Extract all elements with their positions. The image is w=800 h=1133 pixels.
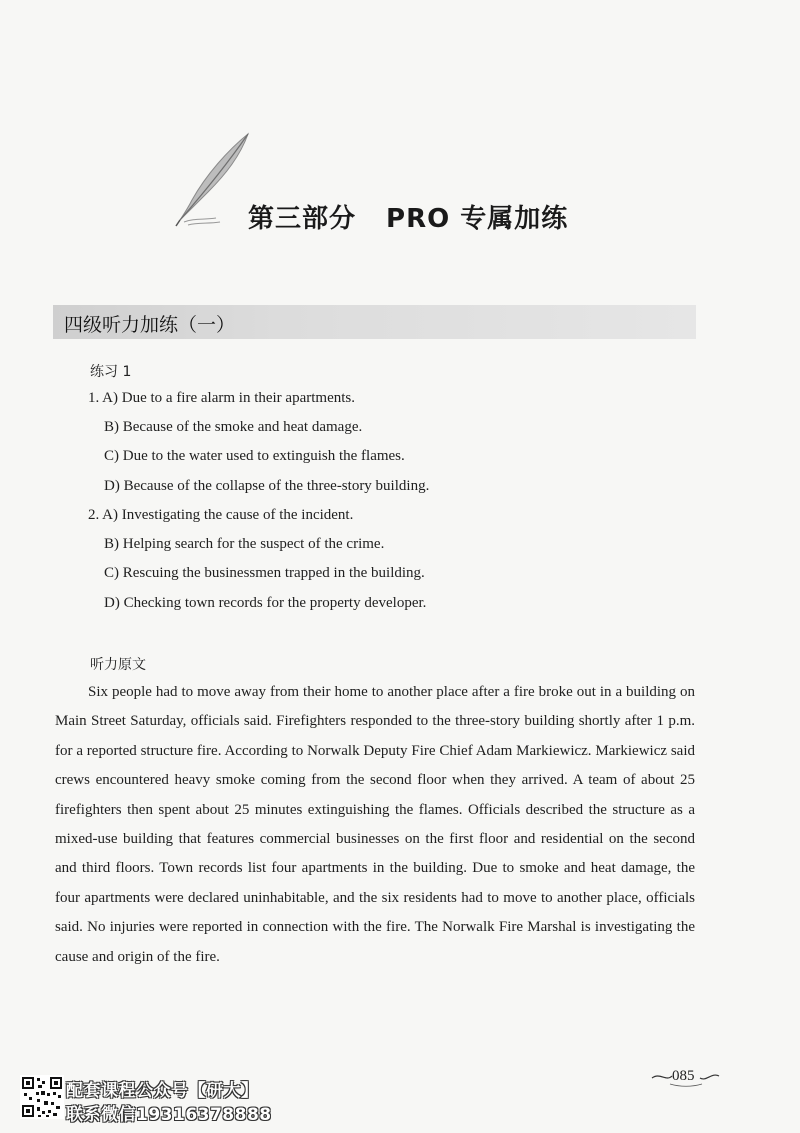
question-1-option-a: 1. A) Due to a fire alarm in their apartments. xyxy=(88,390,355,406)
question-2-option-d: D) Checking town records for the property developer. xyxy=(104,595,427,611)
question-1-option-c: C) Due to the water used to extinguish the flames. xyxy=(104,448,405,464)
transcript-label: 听力原文 xyxy=(90,657,146,673)
transcript-text: Six people had to move away from their home to another place after a fire broke out in a building on Main Street Saturday, officials said. Firefighters responded to the three-story building shortly after 1 p.m. for a reported structure fire. According to Norwalk Deputy Fire Chief Adam Markiewicz. Markiewicz said crews encountered heavy smoke coming from the second floor when they arrived. A team of about 25 firefighters then spent about 25 minutes extinguishing the flames. Officials described the structure as a mixed-use building that features commercial businesses on the first floor and residential on the second and third floors. Town records list four apartments in the building. Due to smoke and heat damage, the four apartments were declared uninhabitable, and the six residents had to move to another place, officials said. No injuries were reported in connection with the fire. The Norwalk Fire Marshal is investigating the cause and origin of the fire. xyxy=(55,684,695,965)
section-header-bar xyxy=(53,305,696,339)
feather-quill-icon xyxy=(168,130,258,230)
question-1-option-d: D) Because of the collapse of the three-story building. xyxy=(104,478,430,494)
page-number: 085 xyxy=(672,1068,695,1084)
section-title: 四级听力加练（一） xyxy=(64,314,236,336)
question-2-option-a: 2. A) Investigating the cause of the incident. xyxy=(88,507,354,523)
exercise-label: 练习 1 xyxy=(90,364,132,380)
part-subtitle: PRO 专属加练 xyxy=(386,204,569,234)
question-2-option-c: C) Rescuing the businessmen trapped in the building. xyxy=(104,565,425,581)
page-number-badge xyxy=(650,1066,720,1088)
question-2-option-b: B) Helping search for the suspect of the crime. xyxy=(104,536,385,552)
transcript-passage xyxy=(55,678,695,972)
part-number: 第三部分 xyxy=(248,204,357,234)
promo-badge xyxy=(20,1075,316,1123)
question-1-option-b: B) Because of the smoke and heat damage. xyxy=(104,419,363,435)
qr-code-icon xyxy=(20,1075,64,1119)
part-title xyxy=(248,198,568,235)
promo-line-1: 配套课程公众号【研大】 xyxy=(66,1081,259,1101)
promo-line-2: 联系微信19316378888 xyxy=(66,1105,272,1125)
